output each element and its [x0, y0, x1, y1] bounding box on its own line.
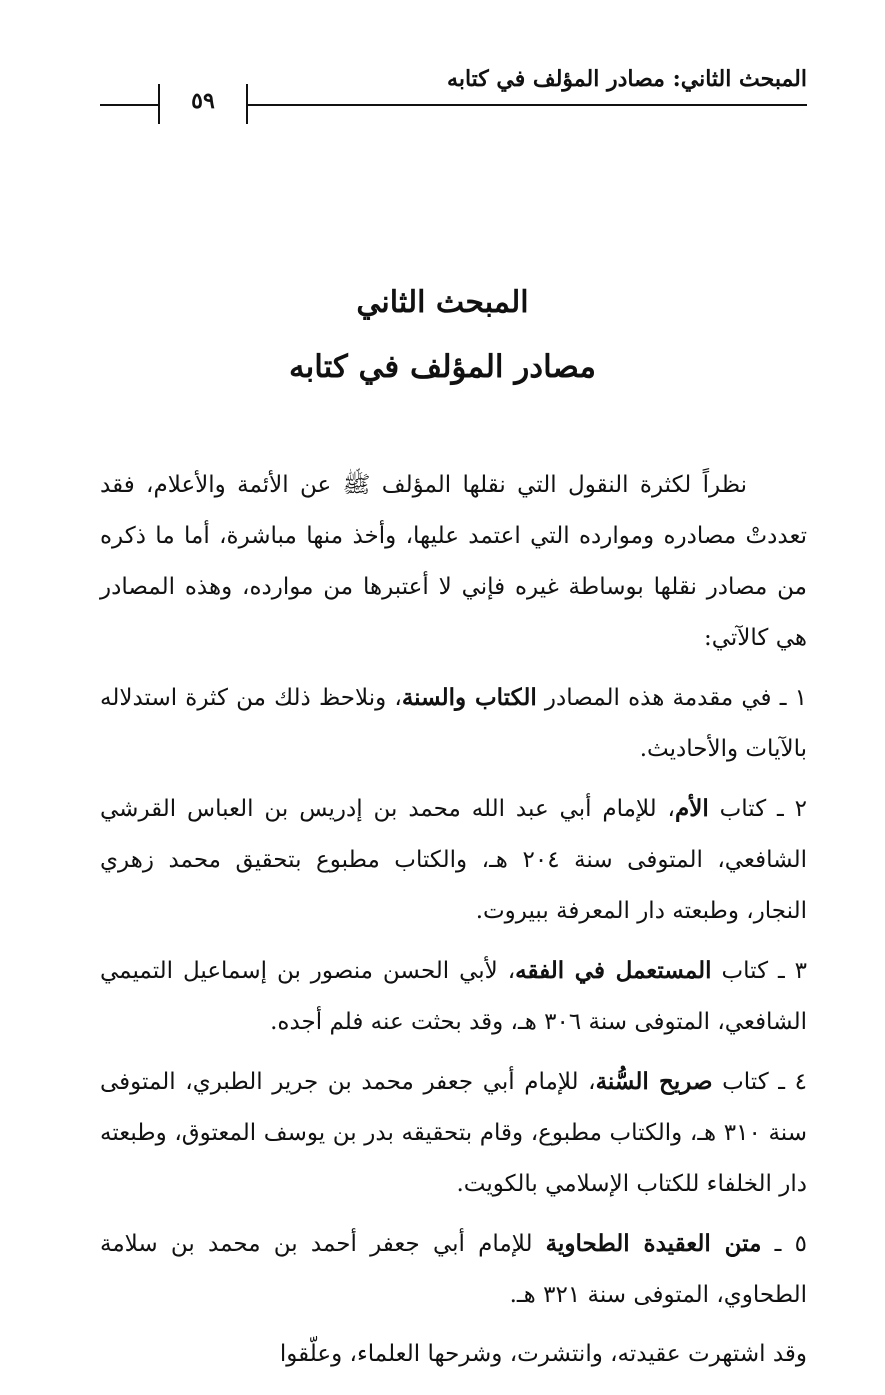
item-bold: متن العقيدة الطحاوية — [545, 1230, 762, 1257]
item-text: للإمام أبي جعفر أحمد بن محمد بن سلامة الطحاوي، المتوفى سنة ٣٢١ هـ. — [100, 1231, 807, 1308]
list-item — [100, 1218, 807, 1321]
section-title: المبحث الثاني — [356, 285, 529, 320]
titles-block — [0, 278, 885, 392]
item-text: ، للإمام أبي عبد الله محمد بن إدريس بن العباس القرشي الشافعي، المتوفى سنة ٢٠٤ هـ، والكتاب مطبوع بتحقيق محمد زهري النجار، وطبعته دار المعرفة ببيروت. — [100, 796, 807, 924]
page-number-divider-right — [246, 84, 248, 124]
item-bold: الأم — [674, 795, 709, 822]
item-text: ، ونلاحظ ذلك من كثرة استدلاله بالآيات والأحاديث. — [100, 685, 807, 762]
list-item — [100, 1056, 807, 1210]
list-item — [100, 672, 807, 775]
item-bold: الكتاب والسنة — [401, 684, 537, 711]
item-prefix: ٢ ـ كتاب — [708, 796, 807, 822]
chapter-title: مصادر المؤلف في كتابه — [288, 349, 597, 385]
intro-paragraph: نظراً لكثرة النقول التي نقلها المؤلف ﷺ عن الأئمة والأعلام، فقد تعددتْ مصادره وموارده التي اعتمد عليها، وأخذ منها مباشرة، أما ما ذكره من مصادر نقلها بوساطة غيره فإني لا أعتبرها من موارده، وهذه المصادر هي كالآتي: — [100, 472, 807, 651]
page-number: ٥٩ — [191, 88, 215, 114]
running-title: المبحث الثاني: مصادر المؤلف في كتابه — [447, 66, 807, 92]
item-prefix: ٤ ـ كتاب — [712, 1069, 807, 1095]
body-text — [100, 460, 807, 1388]
item-bold: صريح السُّنة — [595, 1068, 713, 1095]
item-prefix: ٣ ـ كتاب — [711, 958, 807, 984]
last-line: وقد اشتهرت عقيدته، وانتشرت، وشرحها العلماء، وعلّقوا — [279, 1341, 807, 1367]
item-text: ، للإمام أبي جعفر محمد بن جرير الطبري، المتوفى سنة ٣١٠ هـ، والكتاب مطبوع، وقام بتحقيقه بدر بن يوسف المعتوق، وطبعته دار الخلفاء للكتاب الإسلامي بالكويت. — [100, 1069, 808, 1197]
header-rule — [248, 104, 807, 106]
item-prefix: ١ ـ في مقدمة هذه المصادر — [536, 685, 807, 711]
list-item — [100, 783, 807, 937]
page-header — [100, 62, 807, 126]
item-prefix: ٥ ـ — [761, 1231, 807, 1257]
header-rule-left — [100, 104, 158, 106]
item-bold: المستعمل في الفقه — [515, 957, 712, 984]
item-text: ، لأبي الحسن منصور بن إسماعيل التميمي الشافعي، المتوفى سنة ٣٠٦ هـ، وقد بحثت عنه فلم أجده. — [100, 958, 807, 1035]
list-item — [100, 945, 807, 1048]
